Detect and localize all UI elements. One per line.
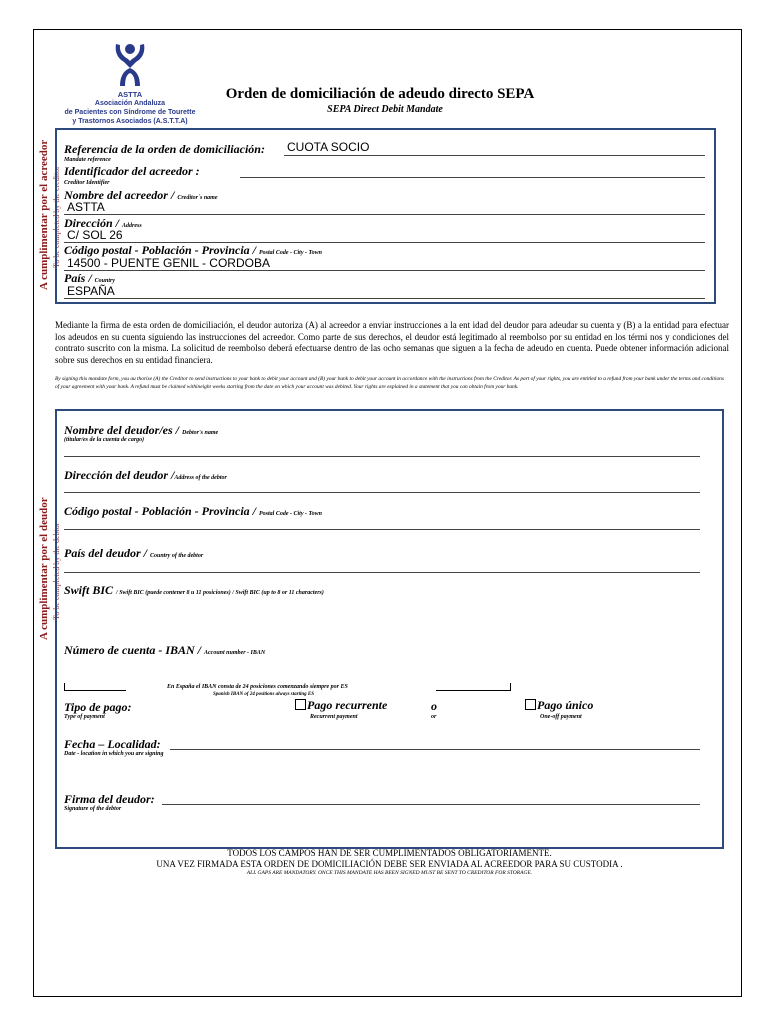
debtor-side-main: A cumplimentar por el deudor	[38, 497, 50, 640]
debtor-country-label	[64, 546, 203, 561]
swift-en: / Swift BIC (puede contener 8 u 11 posiciones) / Swift BIC (up to 8 or 11 characters)	[116, 590, 324, 596]
mandate-ref-value[interactable]: CUOTA SOCIO	[287, 140, 370, 154]
or-en: or	[431, 714, 437, 720]
debtor-country-label-text: País del deudor /	[64, 546, 147, 560]
debtor-address-en: Address of the debtor	[174, 475, 227, 481]
iban-field-right[interactable]	[436, 683, 511, 691]
debtor-address-label	[64, 468, 227, 483]
creditor-postal-line	[64, 270, 705, 271]
debtor-postal-en: Postal Code - City - Town	[259, 511, 322, 517]
date-location-line[interactable]	[170, 749, 700, 750]
logo-org-line1: Asociación Andaluza	[94, 100, 166, 107]
creditor-id-en: Creditor Identifier	[64, 180, 110, 186]
creditor-address-label-text: Dirección /	[64, 216, 119, 230]
creditor-postal-value[interactable]: 14500 - PUENTE GENIL - CORDOBA	[67, 256, 270, 270]
debtor-side-sub: To be completed by the debtor	[52, 522, 61, 620]
recurrent-label: Pago recurrente	[307, 698, 388, 712]
legal-text-en: By signing this mandate form, you au thorise (A) the Creditor to send instructions to your bank to debit your account and (B) your bank to debit your account in accordance with the instructions from the Creditor. As part of your rights, you are entitled to a refund from your bank under the terms and conditions of your agreement with your bank. A refund must be claimed withineight weeks starting from the date on which your account was debited. Your rights are explained in a statement that you can obtain from your bank.	[55, 376, 724, 390]
creditor-postal-en: Postal Code - City - Town	[259, 250, 322, 256]
creditor-postal-label-text: Código postal - Población - Provincia /	[64, 243, 256, 257]
debtor-country-line[interactable]	[64, 572, 700, 573]
recurrent-checkbox[interactable]	[295, 699, 306, 710]
iban-field-left[interactable]	[64, 683, 126, 691]
creditor-side-main: A cumplimentar por el acreedor	[38, 139, 50, 290]
oneoff-label: Pago único	[537, 698, 594, 712]
logo-acronym: ASTTA	[117, 90, 143, 99]
creditor-address-en: Address	[122, 223, 142, 229]
creditor-name-value[interactable]: ASTTA	[67, 200, 105, 214]
debtor-postal-label-text: Código postal - Población - Provincia /	[64, 504, 256, 518]
creditor-country-line	[64, 298, 705, 299]
creditor-country-en: Country	[94, 278, 116, 284]
debtor-postal-label	[64, 504, 322, 519]
creditor-country-value[interactable]: ESPAÑA	[67, 284, 115, 298]
debtor-name-line[interactable]	[64, 456, 700, 457]
iban-label	[64, 643, 265, 658]
logo-org-line3: y Trastornos Asociados (A.S.T.T.A)	[72, 118, 188, 125]
footer-line3: ALL GAPS ARE MANDATORY. ONCE THIS MANDATE HAS BEEN SIGNED MUST BE SENT TO CREDITOR FOR STORAGE.	[246, 870, 533, 876]
swift-label	[64, 583, 324, 598]
creditor-name-en: Creditor´s name	[177, 195, 218, 201]
mandate-ref-en: Mandate reference	[64, 157, 111, 163]
or-label: o	[431, 699, 437, 713]
payment-type-en: Type of payment	[64, 714, 105, 720]
creditor-id-line[interactable]	[240, 177, 705, 178]
iban-note-en: Spanish IBAN of 24 positions always starting ES	[213, 692, 315, 697]
footer-line2: UNA VEZ FIRMADA ESTA ORDEN DE DOMICILIACIÓN DEBE SER ENVIADA AL ACREEDOR PARA SU CUSTODIA .	[156, 859, 623, 869]
iban-label-text: Número de cuenta - IBAN /	[64, 643, 202, 657]
debtor-name-label-text: Nombre del deudor/es /	[64, 423, 179, 437]
oneoff-option[interactable]	[525, 698, 593, 713]
document-subtitle: SEPA Direct Debit Mandate	[327, 104, 443, 115]
recurrent-option[interactable]	[295, 698, 387, 713]
debtor-name-en: Debtor's name	[182, 430, 219, 436]
creditor-address-value[interactable]: C/ SOL 26	[67, 228, 123, 242]
iban-en: Account number - IBAN	[204, 650, 266, 656]
debtor-address-line[interactable]	[64, 492, 700, 493]
swift-label-text: Swift BIC	[64, 583, 114, 597]
signature-en: Signature of the debtor	[64, 806, 122, 812]
legal-text-es: Mediante la firma de esta orden de domiciliación, el deudor autoriza (A) al acreedor a enviar instrucciones a la ent idad del deudor para adeudar su cuenta y (B) a la entidad para efectuar los adeudos en su cuenta siguiendo las instrucciones del acreedor. Como parte de sus derechos, el deudor está legitimado al reembolso por su entidad en los térmi nos y condiciones del contrato suscrito con la misma. La solicitud de reembolso deberá efectuarse dentro de las ocho semanas que siguen a la fecha de adeudo en cuenta. Puede obtener información adicional sobre sus derechos en su entidad financiera.	[55, 320, 729, 365]
signature-line[interactable]	[162, 804, 700, 805]
debtor-name-label	[64, 423, 218, 438]
footer-line1: TODOS LOS CAMPOS HAN DE SER CUMPLIMENTADOS OBLIGATORIAMENTE.	[227, 848, 552, 858]
payment-type-label: Tipo de pago:	[64, 700, 132, 714]
date-location-label: Fecha – Localidad:	[64, 737, 161, 751]
logo-org-line2: de Pacientes con Síndrome de Tourette	[64, 109, 196, 116]
iban-note: En España el IBAN consta de 24 posiciones comenzando siempre por ES	[167, 684, 348, 690]
creditor-country-label-text: País /	[64, 271, 92, 285]
creditor-id-label: Identificador del acreedor :	[64, 164, 200, 178]
oneoff-checkbox[interactable]	[525, 699, 536, 710]
debtor-country-en: Country of the debtor	[150, 553, 204, 559]
debtor-name-note: (titular/es de la cuenta de cargo)	[64, 437, 145, 443]
astta-logo-icon	[110, 42, 150, 90]
mandate-ref-line	[284, 155, 705, 156]
recurrent-en: Recurrent payment	[310, 714, 358, 720]
oneoff-en: One-off payment	[540, 714, 582, 720]
creditor-name-label-text: Nombre del acreedor /	[64, 188, 175, 202]
document-title: Orden de domiciliación de adeudo directo SEPA	[225, 86, 535, 102]
debtor-address-label-text: Dirección del deudor /	[64, 468, 175, 482]
signature-label: Firma del deudor:	[64, 792, 155, 806]
debtor-postal-line[interactable]	[64, 529, 700, 530]
creditor-name-line	[64, 214, 705, 215]
creditor-side-sub: To be completed by the creditor	[52, 166, 61, 268]
mandate-ref-label: Referencia de la orden de domiciliación:	[64, 142, 265, 156]
astta-logo	[50, 42, 210, 126]
date-location-en: Date - location in which you are signing	[64, 751, 164, 757]
